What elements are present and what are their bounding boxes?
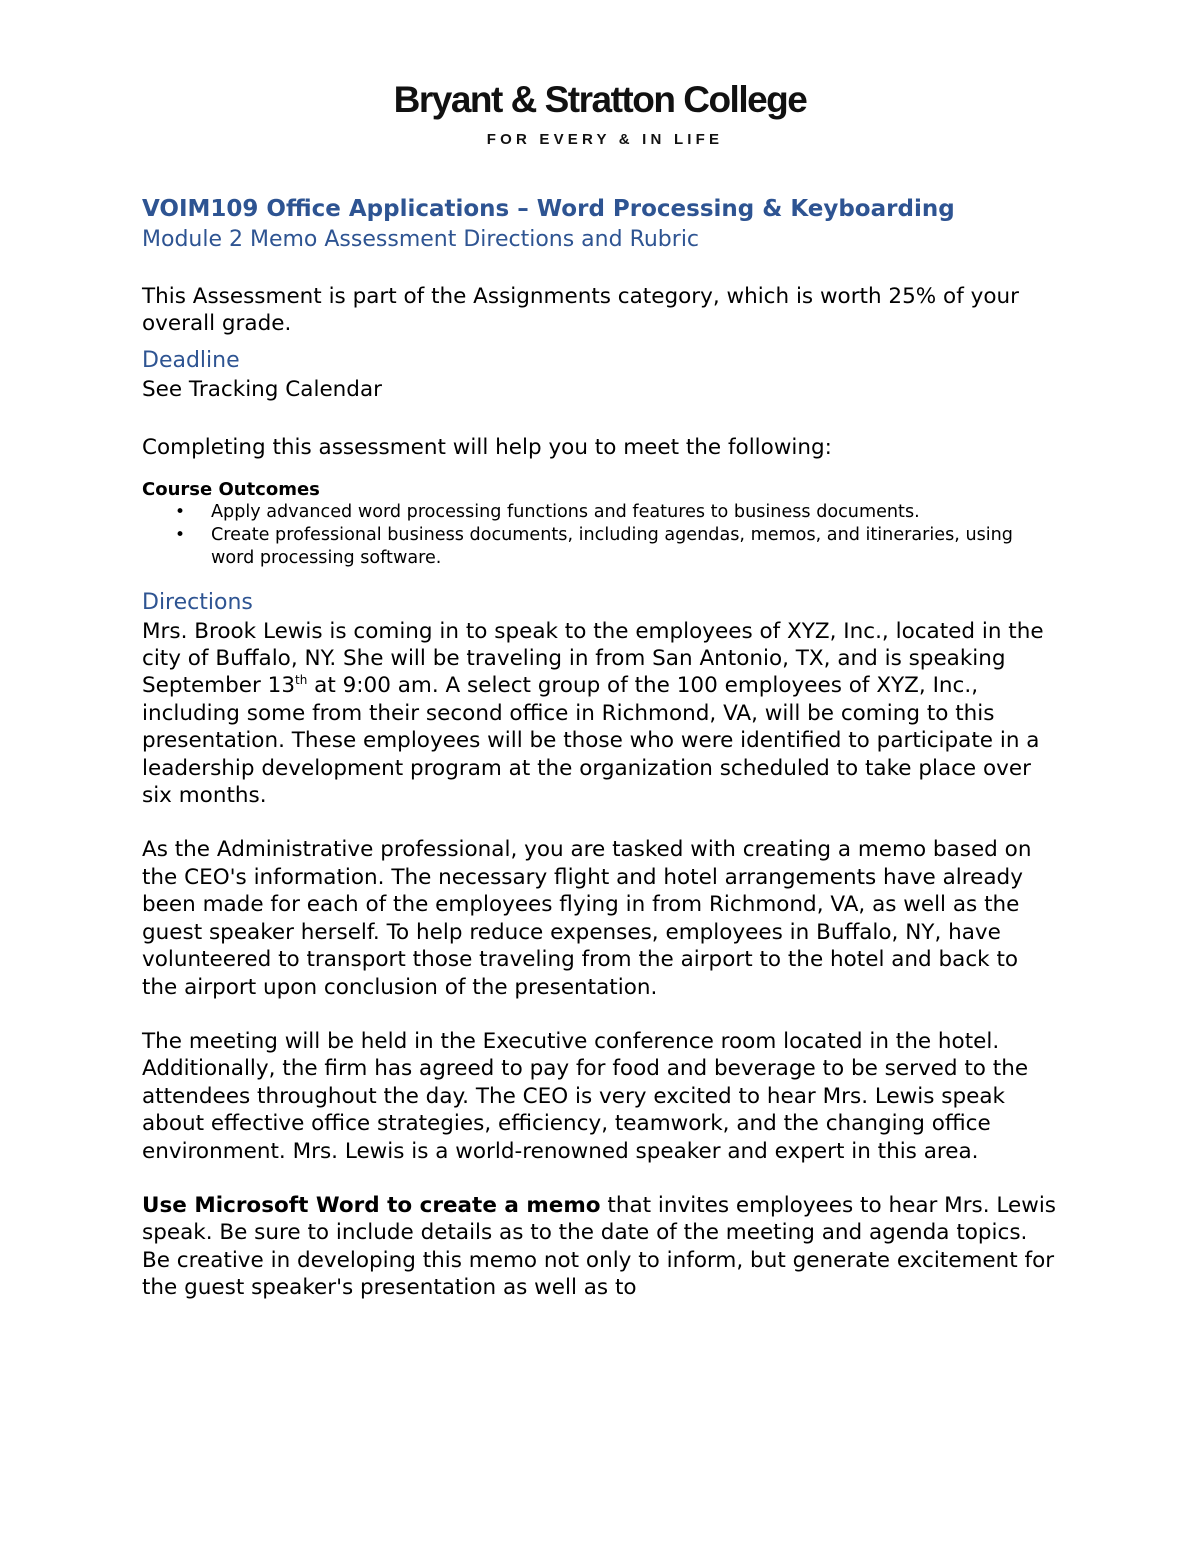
course-outcomes-heading: Course Outcomes bbox=[142, 478, 320, 500]
p1-text-start: Mrs. Brook Lewis is coming in to speak to the employees of XYZ, Inc., located in the city of Buffalo, NY. She will be traveling in from San Antonio, TX, and is speaking September 13 bbox=[142, 618, 1044, 699]
college-logo-name: Bryant & Stratton College bbox=[393, 79, 807, 120]
p1-text-end: at 9:00 am. A select group of the 100 employees of XYZ, Inc., including some from their second office in Richmond, VA, will be coming to this presentation. These employees will be those who were identified to participate in a leadership development program at the organization scheduled to take place over six months. bbox=[142, 673, 1040, 809]
p4-text: that invites employees to hear Mrs. Lewis speak. Be sure to include details as to the date of the meeting and agenda topics. Be creative in developing this memo not only to inform, but generate excitement for the guest speaker's presentation as well as to bbox=[142, 1192, 1057, 1301]
list-item bbox=[142, 524, 1057, 570]
directions-paragraph-3: The meeting will be held in the Executive conference room located in the hotel. Additionally, the firm has agreed to pay for food and beverage to be served to the attendees throughout the day. The CEO is very excited to hear Mrs. Lewis speak about effective office strategies, efficiency, teamwork, and the changing office environment. Mrs. Lewis is a world-renowned speaker and expert in this area. bbox=[142, 1028, 1029, 1164]
outcome-text: Create professional business documents, including agendas, memos, and itineraries, using word processing software. bbox=[211, 524, 1013, 568]
directions-paragraph-4 bbox=[142, 1192, 1057, 1302]
course-outcomes-list bbox=[142, 501, 1057, 570]
intro-paragraph: This Assessment is part of the Assignments category, which is worth 25% of your overall grade. bbox=[142, 284, 1019, 337]
college-tagline: FOR EVERY & IN LIFE bbox=[486, 131, 724, 148]
list-item bbox=[142, 501, 1057, 524]
course-title: VOIM109 Office Applications – Word Processing & Keyboarding bbox=[142, 196, 955, 222]
ordinal-suffix: th bbox=[295, 673, 308, 688]
document-body bbox=[142, 193, 1057, 1302]
outcome-text: Apply advanced word processing functions and features to business documents. bbox=[211, 501, 920, 522]
memo-instruction-bold: Use Microsoft Word to create a memo bbox=[142, 1192, 601, 1218]
directions-paragraph-2: As the Administrative professional, you are tasked with creating a memo based on the CEO's information. The necessary flight and hotel arrangements have already been made for each of the employees flying in from Richmond, VA, as well as the guest speaker herself. To help reduce expenses, employees in Buffalo, NY, have volunteered to transport those traveling from the airport to the hotel and back to the airport upon conclusion of the presentation. bbox=[142, 837, 1032, 1000]
bullet-icon: • bbox=[175, 501, 186, 522]
bullet-icon: • bbox=[175, 524, 186, 545]
directions-heading: Directions bbox=[142, 589, 253, 615]
deadline-text: See Tracking Calendar bbox=[142, 376, 382, 402]
module-title: Module 2 Memo Assessment Directions and Rubric bbox=[142, 227, 700, 252]
deadline-heading: Deadline bbox=[142, 347, 240, 373]
completing-paragraph: Completing this assessment will help you to meet the following: bbox=[142, 435, 832, 461]
directions-paragraph-1 bbox=[142, 618, 1057, 810]
